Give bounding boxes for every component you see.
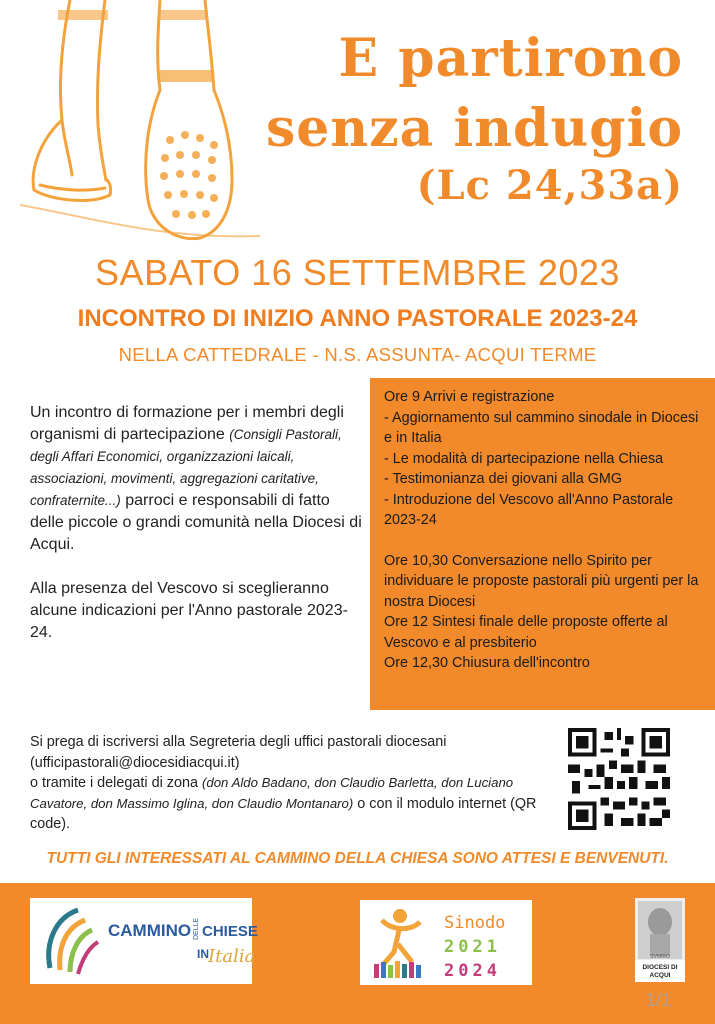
title-citation: (Lc 24,33a) [416,162,683,209]
title-line-1: E partirono [338,28,683,89]
program-line: Ore 9 Arrivi e registrazione [384,389,555,405]
program-line: Ore 12 Sintesi finale delle proposte offerte al Vescovo e al presbiterio [384,614,668,651]
welcome-banner: TUTTI GLI INTERESSATI AL CAMMINO DELLA CHIESA SONO ATTESI E BENVENUTI. [46,850,669,867]
logo-text-chiese: CHIESE [202,923,258,940]
event-subtitle: INCONTRO DI INIZIO ANNO PASTORALE 2023-24 [77,305,638,332]
program-line: - Aggiornamento sul cammino sinodale in Diocesi e in Italia [384,409,699,446]
event-location: NELLA CATTEDRALE - N.S. ASSUNTA- ACQUI TERME [118,344,597,365]
logo-text-cammino: CAMMINO [108,921,192,940]
intro-part-1: Un incontro di formazione per i membri degli organismi di partecipazione [30,404,344,443]
program-line: - Testimonianza dei giovani alla GMG [384,471,623,487]
logo-text-italia: Italia [208,946,256,967]
registration-part-2: o tramite i delegati di zona [30,775,198,791]
logo-text-delle: DELLE [193,917,200,940]
registration-part-3: o con il modulo internet (QR code). [30,795,537,832]
intro-text [30,402,365,644]
qr-code-icon[interactable] [568,728,670,830]
registration-text [30,732,540,835]
program-line: Ore 10,30 Conversazione nello Spirito per individuare le proposte pastorali più urgenti per la nostra Diocesi [384,552,699,610]
event-date: SABATO 16 SETTEMBRE 2023 [95,252,620,293]
title-line-2: senza indugio [265,98,683,159]
logo-text-in: IN [197,947,209,961]
program-line: - Introduzione del Vescovo all'Anno Pastorale 2023-24 [384,491,674,528]
running-feet-illustration [0,0,300,250]
logo-text-sinodo: Sinodo [444,913,506,933]
registration-part-1: Si prega di iscriversi alla Segreteria degli uffici pastorali diocesani (ufficipastorali@diocesidiacqui.it) [30,734,447,771]
logo-text-2021: 2021 [444,937,501,957]
program-line: Ore 12,30 Chiusura dell'incontro [384,655,590,671]
logo-text-2024: 2024 [444,961,501,981]
intro-paragraph-2: Alla presenza del Vescovo si sceglieranno alcune indicazioni per l'Anno pastorale 2023-24. [30,580,348,641]
diocesi-acqui-seal [635,898,685,982]
intro-paragraph-1 [30,402,365,556]
intro-part-2: parroci e responsabili di fatto delle piccole o grandi comunità nella Diocesi di Acqui. [30,492,362,553]
sinodo-logo [360,900,532,985]
registration-delegates: (don Aldo Badano, don Claudio Barletta, don Luciano Cavatore, don Massimo Iglina, don Claudio Montanaro) [30,775,514,811]
intro-organisms-list: (Consigli Pastorali, degli Affari Economici, organizzazioni laicali, associazioni, movimenti, aggregazioni caritative, confraternite...) [30,427,342,508]
seal-inscription: SVMIRO [650,954,670,960]
cammino-sinodale-logo [30,898,258,984]
program-line: - Le modalità di partecipazione nella Chiesa [384,450,664,467]
program-box [370,378,715,710]
logo-text-diocesi: DIOCESI DI ACQUI [642,964,678,979]
page-number: 1/1 [646,990,672,1010]
